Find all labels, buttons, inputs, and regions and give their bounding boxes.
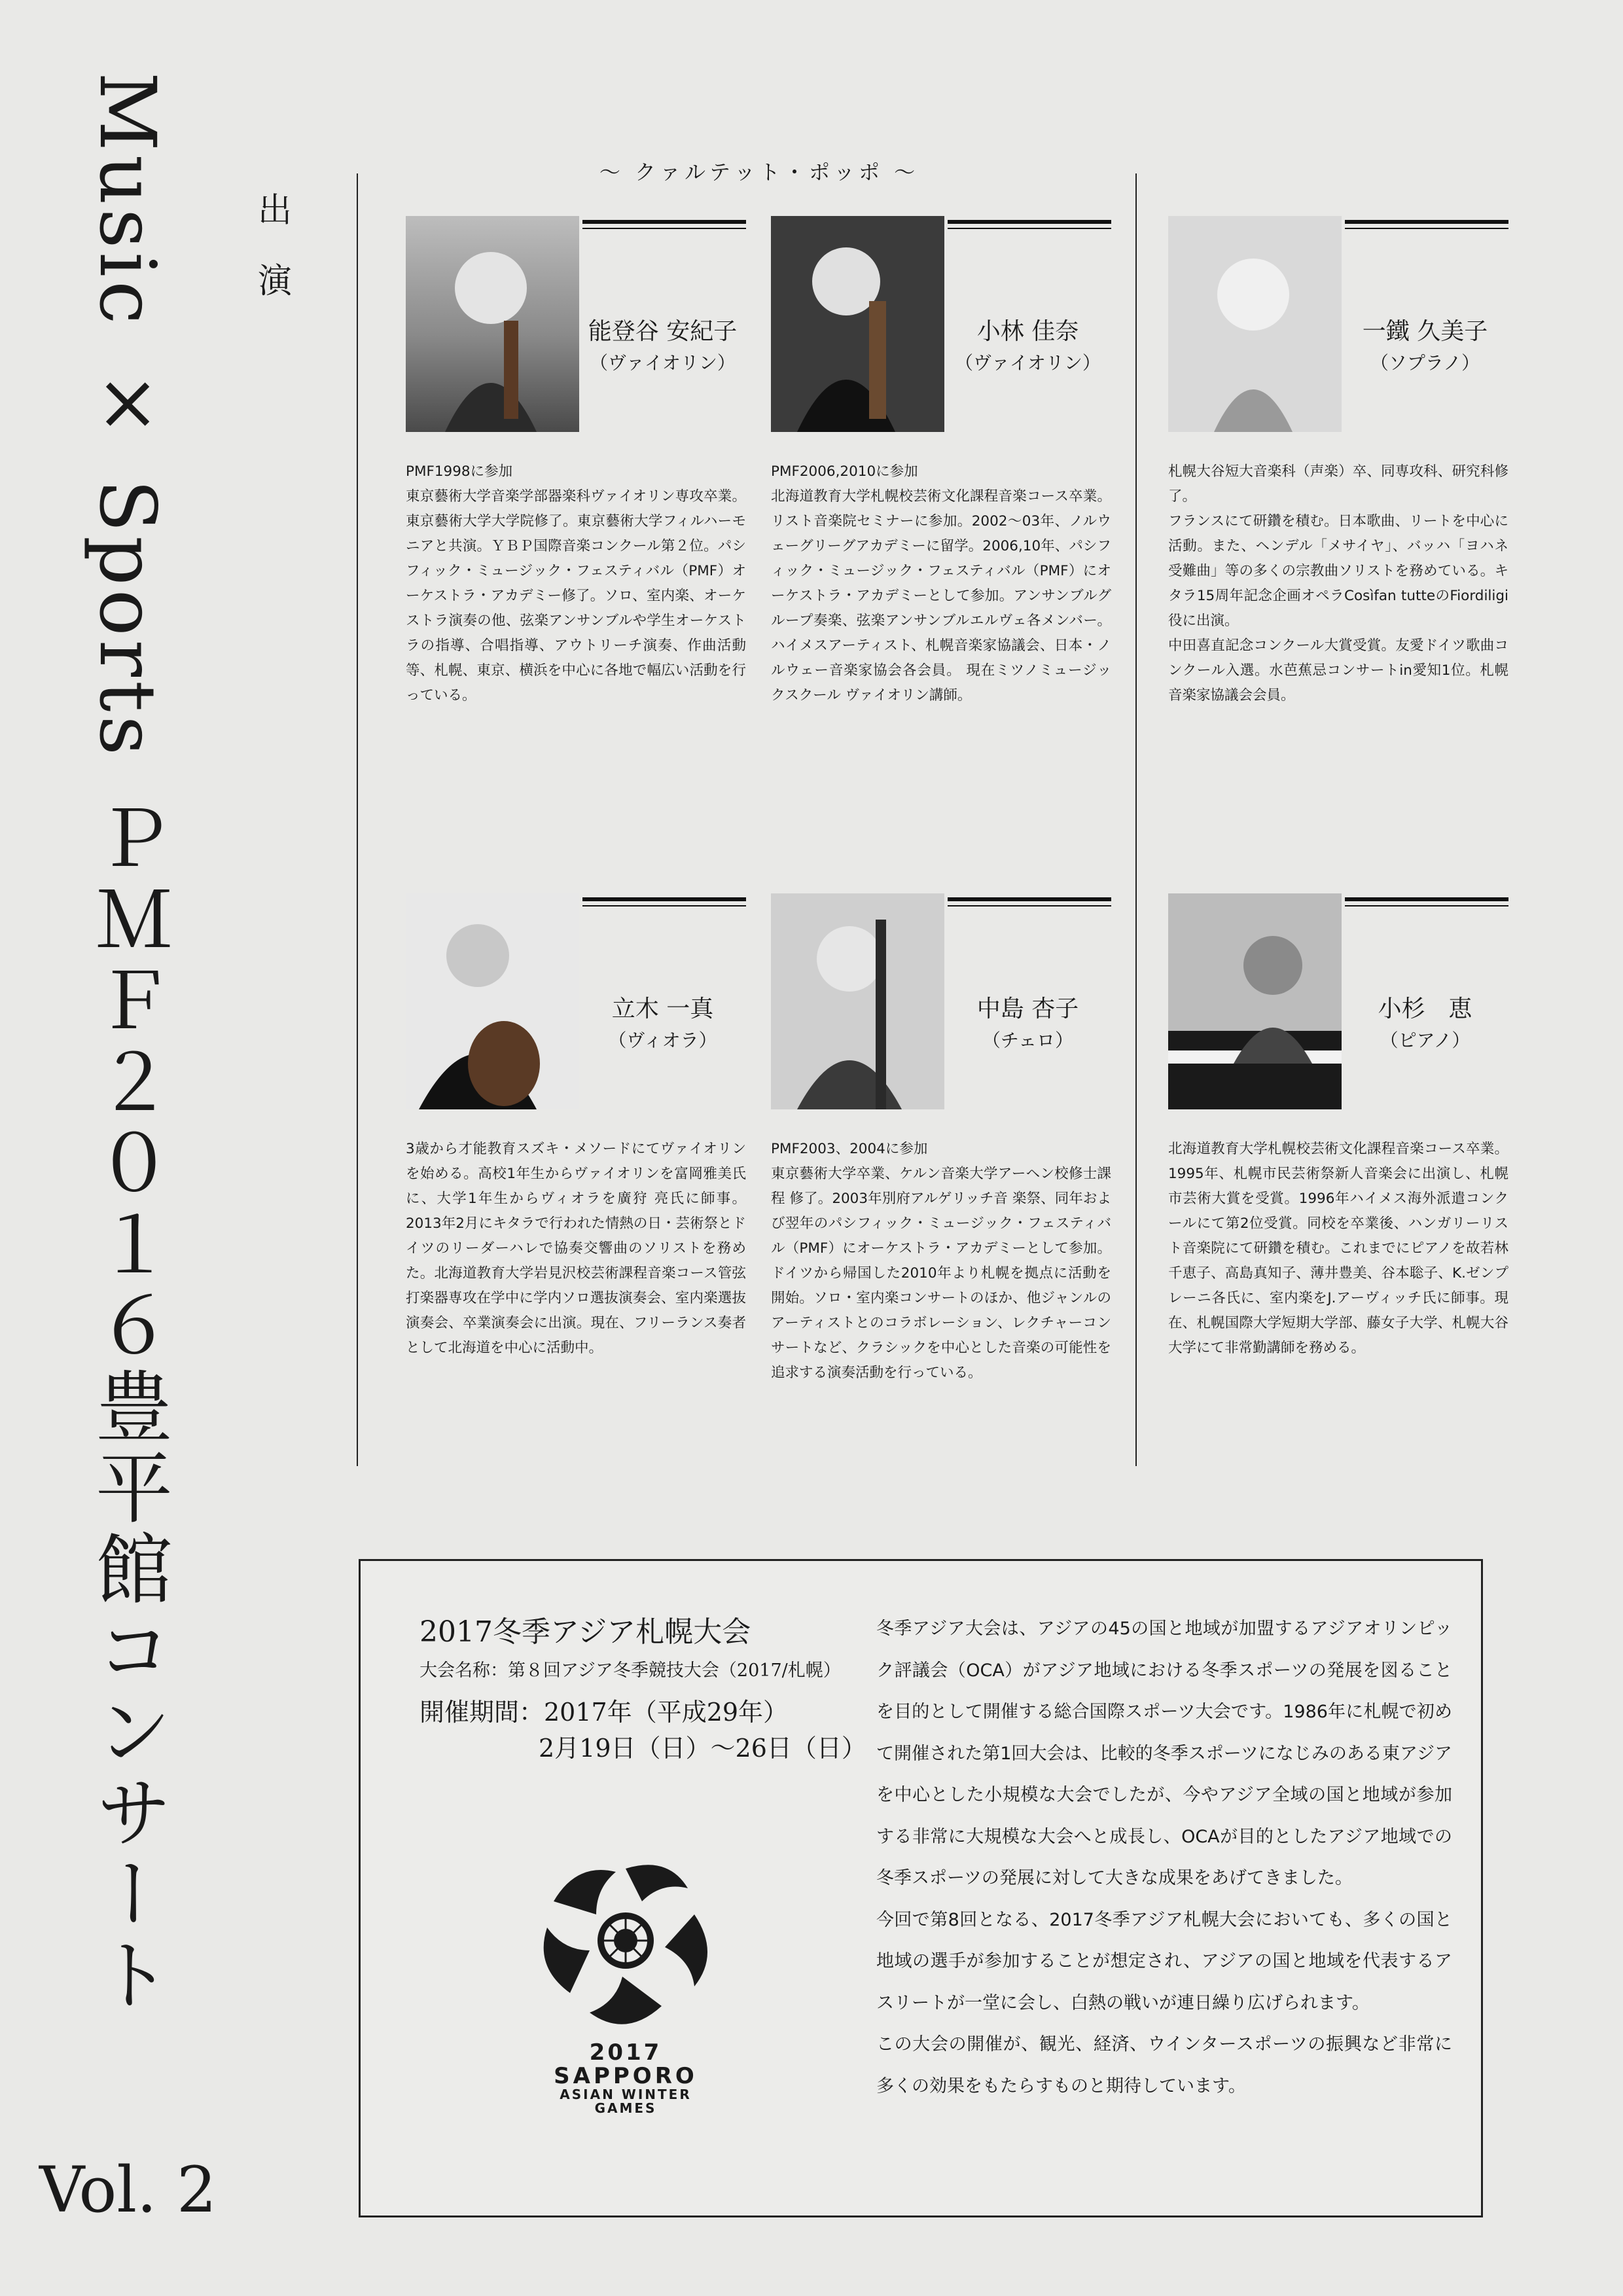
violinist-portrait-icon bbox=[771, 216, 944, 432]
column-divider bbox=[1135, 173, 1137, 1466]
sapporo-asian-winter-games-logo-icon bbox=[518, 1842, 734, 2117]
logo-text-line: SAPPORO bbox=[554, 2062, 698, 2089]
divider-rule bbox=[948, 905, 1111, 906]
vertical-title bbox=[52, 72, 203, 2199]
divider-rule bbox=[1345, 220, 1508, 224]
performer-bio: 札幌大谷短大音楽科（声楽）卒、同専攻科、研究科修了。 フランスにて研鑽を積む。日本歌曲、リートを中心に活動。また、ヘンデル「メサイヤ」、バッハ「ヨハネ受難曲」等の多くの宗教曲ソリストを務めている。キタラ15周年記念企画オペラCosìfan tutteのFiordiligi役に出演。 中田喜直記念コンクール大賞受賞。友愛ドイツ歌曲コンクール入選。水芭蕉忌コンサートin愛知1位。札幌音楽家協議会会員。 bbox=[1168, 463, 1508, 704]
performer-name: 小林 佳奈 bbox=[976, 318, 1079, 345]
performer-bio: PMF2003、2004に参加 東京藝術大学卒業、ケルン音楽大学アーヘン校修士課程 修了。2003年別府アルゲリッチ音 楽祭、同年および翌年のパシフィック・ミュージック・フェスティバル（PMF）にオーケストラ・アカデミーとして参加。ドイツから帰国した2010年より札幌を拠点に活動を開始。ソロ・室内楽コンサートのほか、他ジャンルのアーティストとのコラボレーション、レクチャーコンサートなど、クラシックを中心とした音楽の可能性を追求する演奏活動を行っている。 bbox=[771, 1141, 1111, 1381]
event-info-box bbox=[359, 1559, 1483, 2217]
divider-rule bbox=[948, 897, 1111, 901]
section-label: 出演 bbox=[257, 191, 292, 301]
logo-text-line: ASIAN WINTER bbox=[560, 2087, 692, 2103]
performer-name: 一鐵 久美子 bbox=[1362, 318, 1488, 345]
logo-text-line: GAMES bbox=[594, 2100, 657, 2117]
logo-text-line: 2017 bbox=[589, 2039, 662, 2066]
soprano-portrait-icon bbox=[1168, 216, 1342, 432]
performer-bio: 北海道教育大学札幌校芸術文化課程音楽コース卒業。1995年、札幌市民芸術祭新人音楽会に出演し、札幌市芸術大賞を受賞。1996年ハイメス海外派遣コンクールにて第2位受賞。同校を卒業後、ハンガリーリスト音楽院にて研鑽を積む。これまでにピアノを故若林千恵子、高島真知子、薄井豊美、谷本聡子、K.ゼンプレーニ各氏に、室内楽をJ.アーヴィッチ氏に師事。現在、札幌国際大学短期大学部、藤女子大学、札幌大谷大学にて非常勤講師を務める。 bbox=[1168, 1141, 1508, 1356]
event-description bbox=[876, 1608, 1452, 2107]
performer-role: （ヴァイオリン） bbox=[590, 352, 736, 374]
performer-bio: 3歳から才能教育スズキ・メソードにてヴァイオリンを始める。高校1年生からヴァイオリンを富岡雅美氏に、大学1年生からヴィオラを廣狩 亮氏に師事。2013年2月にキタラで行われた情熱の日・芸術祭とドイツのリーダーハレで協奏交響曲のソリストを務めた。北海道教育大学岩見沢校芸術課程音楽コース管弦打楽器専攻在学中に学内ソロ選抜演奏会、室内楽選抜演奏会、卒業演奏会に出演。現在、フリーランス奏者として北海道を中心に活動中。 bbox=[406, 1141, 746, 1356]
group-label: ～ クァルテット・ポッポ ～ bbox=[599, 160, 919, 185]
performer-role: （ピアノ） bbox=[1380, 1030, 1471, 1051]
performer-card bbox=[1168, 893, 1508, 1548]
divider-rule bbox=[948, 220, 1111, 224]
performer-name: 能登谷 安紀子 bbox=[588, 318, 738, 345]
title-main: ＰＭＦ２０１６豊平館コンサート bbox=[82, 798, 173, 2017]
event-paragraph: この大会の開催が、観光、経済、ウインタースポーツの振興など非常に多くの効果をもたらすものと期待しています。 bbox=[876, 2034, 1452, 2096]
violist-portrait-icon bbox=[406, 893, 579, 1109]
performer-name: 中島 杏子 bbox=[976, 996, 1079, 1022]
divider-rule bbox=[1345, 905, 1508, 906]
performer-card bbox=[406, 216, 746, 870]
divider-rule bbox=[582, 220, 746, 224]
event-paragraph: 冬季アジア大会は、アジアの45の国と地域が加盟するアジアオリンピック評議会（OCA）がアジア地域における冬季スポーツの発展を図ることを目的として開催する総合国際スポーツ大会です。1986年に札幌で初めて開催された第1回大会は、比較的冬季スポーツになじみのある東アジアを中心とした小規模な大会でしたが、今やアジア全域の国と地域が参加する非常に大規模な大会へと成長し、OCAが目的としたアジア地域での冬季スポーツの発展に対して大きな成果をあげてきました。 bbox=[876, 1619, 1452, 1888]
event-paragraph: 今回で第8回となる、2017冬季アジア札幌大会においても、多くの国と地域の選手が参加することが想定され、アジアの国と地域を代表するアスリートが一堂に会し、白熱の戦いが連日繰り広げられます。 bbox=[876, 1909, 1452, 2013]
performer-role: （ヴァイオリン） bbox=[955, 352, 1101, 374]
performer-card bbox=[771, 216, 1111, 870]
performer-card bbox=[1168, 216, 1508, 870]
volume-label: Vol. 2 bbox=[39, 2153, 217, 2227]
event-period-label: 開催期間：2017年（平成29年） bbox=[419, 1698, 789, 1727]
column-divider bbox=[357, 173, 358, 1466]
divider-rule bbox=[948, 228, 1111, 229]
performer-name: 小杉 恵 bbox=[1378, 996, 1472, 1022]
event-title: 2017冬季アジア札幌大会 bbox=[419, 1615, 751, 1649]
event-official-name: 大会名称：第８回アジア冬季競技大会（2017/札幌） bbox=[419, 1660, 841, 1681]
performer-name: 立木 一真 bbox=[611, 996, 714, 1022]
performer-bio: PMF2006,2010に参加 北海道教育大学札幌校芸術文化課程音楽コース卒業。リスト音楽院セミナーに参加。2002～03年、ノルウェーグリーグアカデミーに留学。2006,10年、パシフィック・ミュージック・フェスティバル（PMF）にオーケストラ・アカデミーとして参加。アンサンブルグループ奏楽、弦楽アンサンブルエルヴェ各メンバー。ハイメスアーティスト、札幌音楽家協議会、日本・ノルウェー音楽家協会各会員。 現在ミツノミュージックスクール ヴァイオリン講師。 bbox=[771, 463, 1111, 704]
title-series: Music × Sports bbox=[82, 72, 173, 760]
performer-bio: PMF1998に参加 東京藝術大学音楽学部器楽科ヴァイオリン専攻卒業。東京藝術大学大学院修了。東京藝術大学フィルハーモニアと共演。ＹＢＰ国際音楽コンクール第２位。パシフィック・ミュージック・フェスティバル（PMF）オーケストラ・アカデミー修了。ソロ、室内楽、オーケストラ演奏の他、弦楽アンサンブルや学生オーケストラの指導、合唱指導、アウトリーチ演奏、作曲活動等、札幌、東京、横浜を中心に各地で幅広い活動を行っている。 bbox=[406, 463, 746, 704]
performer-role: （ヴィオラ） bbox=[608, 1030, 717, 1051]
divider-rule bbox=[582, 897, 746, 901]
violinist-portrait-icon bbox=[406, 216, 579, 432]
divider-rule bbox=[582, 905, 746, 906]
pianist-portrait-icon bbox=[1168, 893, 1342, 1109]
cellist-portrait-icon bbox=[771, 893, 944, 1109]
performer-role: （チェロ） bbox=[982, 1030, 1074, 1051]
divider-rule bbox=[1345, 897, 1508, 901]
divider-rule bbox=[582, 228, 746, 229]
performer-card bbox=[406, 893, 746, 1548]
performer-role: （ソプラノ） bbox=[1370, 352, 1480, 374]
performer-card bbox=[771, 893, 1111, 1548]
divider-rule bbox=[1345, 228, 1508, 229]
event-period-dates: 2月19日（日）～26日（日） bbox=[539, 1734, 866, 1763]
